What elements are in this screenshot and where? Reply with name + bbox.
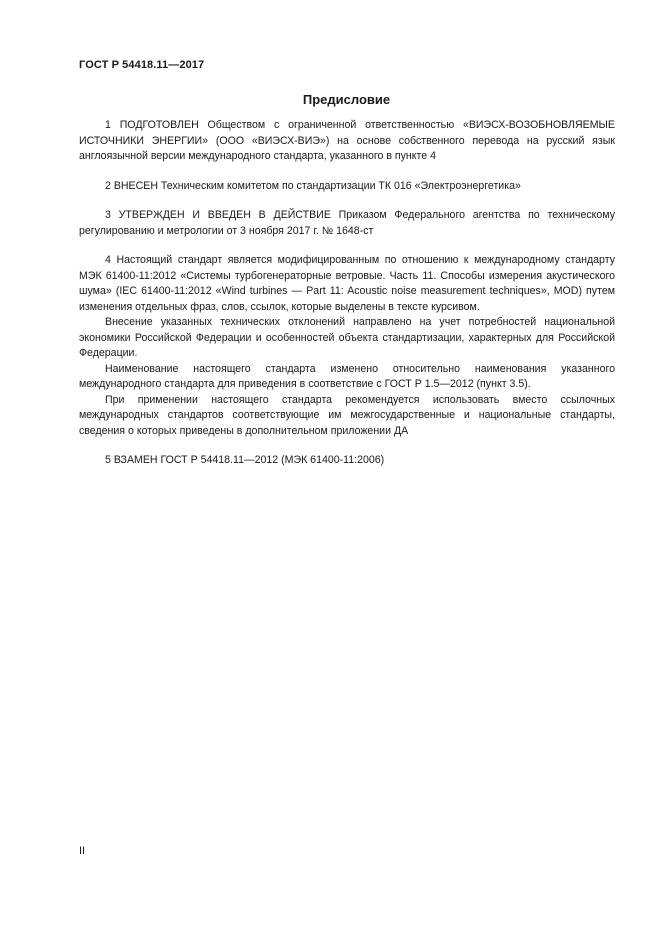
page-number: II xyxy=(79,845,86,857)
paragraph-4-modified: 4 Настоящий стандарт является модифицированным по отношению к международному стандарту МЭК 61400-11:2012 «Системы турбогенераторные ветровые. Часть 11. Способы измерения акустического шума» (IEC 61400-11:2012 «Wind turbines — Part 11: Acoustic noise measurement techniques», MOD) путем изменения отдельных фраз, слов, ссылок, которые выделены в тексте курсивом. xyxy=(79,254,615,313)
paragraph-3-approved: 3 УТВЕРЖДЕН И ВВЕДЕН В ДЕЙСТВИЕ Приказом Федерального агентства по техническому регулированию и метрологии от 3 ноября 2017 г. № 1648-ст xyxy=(79,209,615,237)
spacer xyxy=(79,439,615,453)
page-title: Предисловие xyxy=(302,92,391,107)
paragraph-4-name-change: Наименование настоящего стандарта изменено относительно наименования указанного международного стандарта для приведения в соответствие с ГОСТ Р 1.5—2012 (пункт 3.5). xyxy=(79,362,615,390)
paragraph-2-introduced: 2 ВНЕСЕН Техническим комитетом по стандартизации ТК 016 «Электроэнергетика» xyxy=(105,179,521,192)
paragraph-4-deviations: Внесение указанных технических отклонений направлено на учет потребностей национальной экономики Российской Федерации и особенностей объекта стандартизации, характерных для Российской Федерации. xyxy=(79,316,615,359)
paragraph-4-references: При применении настоящего стандарта рекомендуется использовать вместо ссылочных международных стандартов соответствующие им межгосударственные и национальные стандарты, сведения о которых приведены в дополнительном приложении ДА xyxy=(79,393,615,437)
spacer xyxy=(79,239,615,253)
paragraph-1-prepared: 1 ПОДГОТОВЛЕН Обществом с ограниченной ответственностью «ВИЭСХ-ВОЗОБНОВЛЯЕМЫЕ ИСТОЧНИКИ ЭНЕРГИИ» (ООО «ВИЭСХ-ВИЭ») на основе собственного перевода на русский язык англоязычной версии международного стандарта, указанного в пункте 4 xyxy=(79,119,615,162)
paragraph-5-replaces: 5 ВЗАМЕН ГОСТ Р 54418.11—2012 (МЭК 61400-11:2006) xyxy=(105,454,385,466)
document-header: ГОСТ Р 54418.11—2017 xyxy=(79,59,205,71)
spacer xyxy=(79,165,615,179)
preface-body xyxy=(79,118,615,469)
spacer xyxy=(79,194,615,208)
